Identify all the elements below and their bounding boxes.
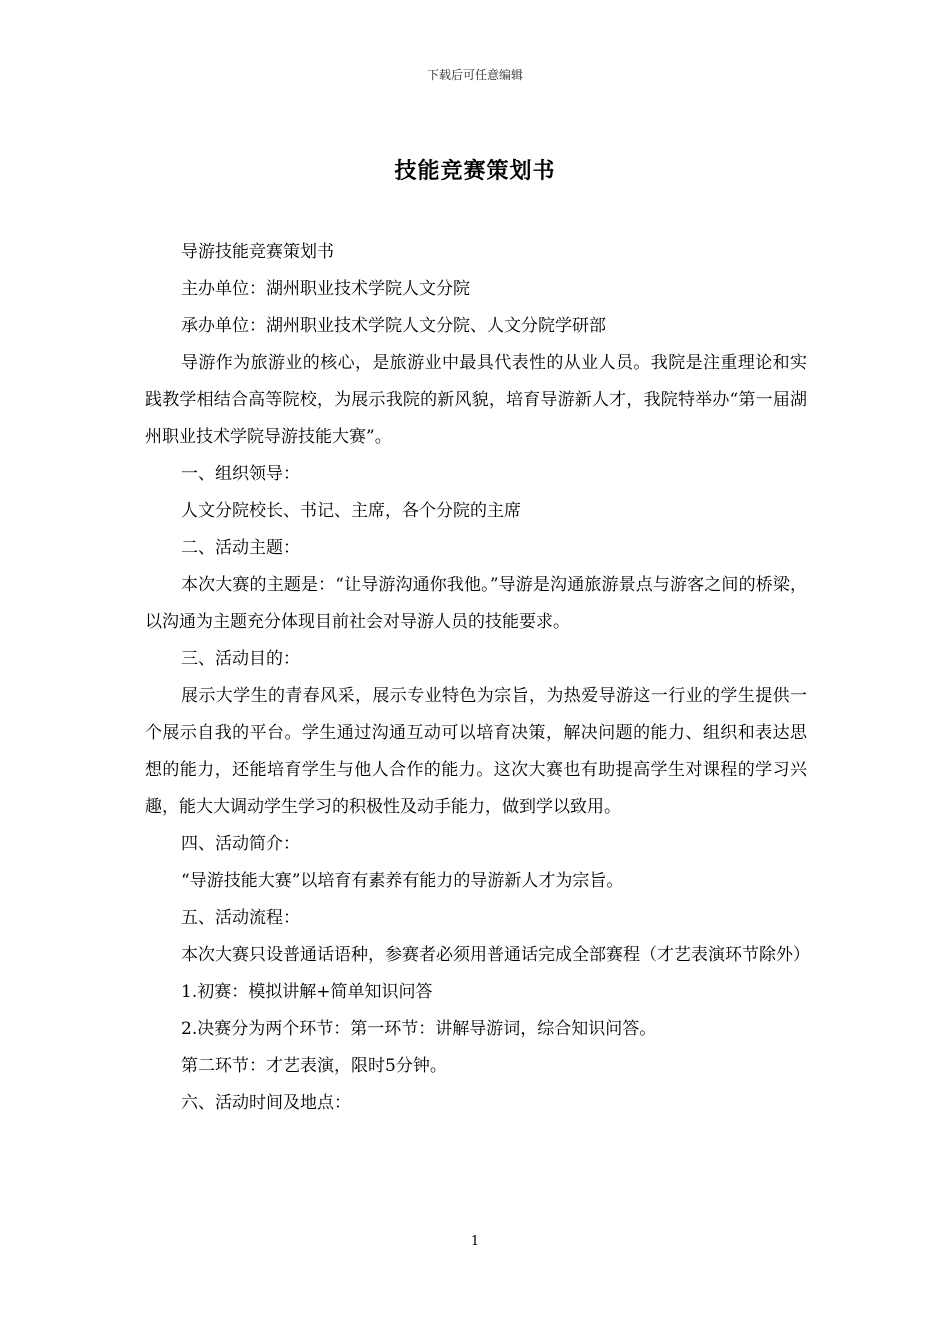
paragraph-process: 本次大赛只设普通话语种，参赛者必须用普通话完成全部赛程（才艺表演环节除外）: [181, 945, 810, 965]
section-heading-summary: 四、活动简介：: [181, 834, 300, 854]
paragraph-preliminary: 1.初赛：模拟讲解+简单知识问答: [181, 982, 433, 1002]
paragraph-leadership: 人文分院校长、书记、主席，各个分院的主席: [181, 501, 521, 521]
paragraph-subtitle: 导游技能竞赛策划书: [181, 242, 334, 262]
header-note: 下载后可任意编辑: [426, 68, 523, 82]
document-body: [145, 234, 810, 1122]
section-heading-time-place: 六、活动时间及地点：: [181, 1093, 351, 1113]
paragraph-intro: 导游作为旅游业的核心，是旅游业中最具代表性的从业人员。我院是注重理论和实践教学相结合高等院校，为展示我院的新风貌，培育导游新人才，我院特举办“第一届湖州职业技术学院导游技能大赛”。: [145, 353, 807, 447]
page-number: 1: [470, 1234, 480, 1249]
paragraph-organizer: 主办单位：湖州职业技术学院人文分院: [181, 279, 470, 299]
paragraph-summary: “导游技能大赛”以培育有素养有能力的导游新人才为宗旨。: [181, 871, 624, 891]
paragraph-final-second: 第二环节：才艺表演，限时5分钟。: [181, 1056, 447, 1076]
paragraph-purpose: 展示大学生的青春风采，展示专业特色为宗旨，为热爱导游这一行业的学生提供一个展示自我的平台。学生通过沟通互动可以培育决策，解决问题的能力、组织和表达思想的能力，还能培育学生与他人合作的能力。这次大赛也有助提高学生对课程的学习兴趣，能大大调动学生学习的积极性及动手能力，做到学以致用。: [145, 686, 807, 817]
document-title: 技能竞赛策划书: [394, 158, 556, 184]
paragraph-final: 2.决赛分为两个环节：第一环节：讲解导游词，综合知识问答。: [181, 1019, 657, 1039]
paragraph-host: 承办单位：湖州职业技术学院人文分院、人文分院学研部: [181, 316, 606, 336]
section-heading-purpose: 三、活动目的：: [181, 649, 300, 669]
section-heading-theme: 二、活动主题：: [181, 538, 300, 558]
paragraph-theme: 本次大赛的主题是：“让导游沟通你我他。”导游是沟通旅游景点与游客之间的桥梁，以沟通为主题充分体现目前社会对导游人员的技能要求。: [145, 575, 807, 632]
section-heading-process: 五、活动流程：: [181, 908, 300, 928]
section-heading-leadership: 一、组织领导：: [181, 464, 300, 484]
